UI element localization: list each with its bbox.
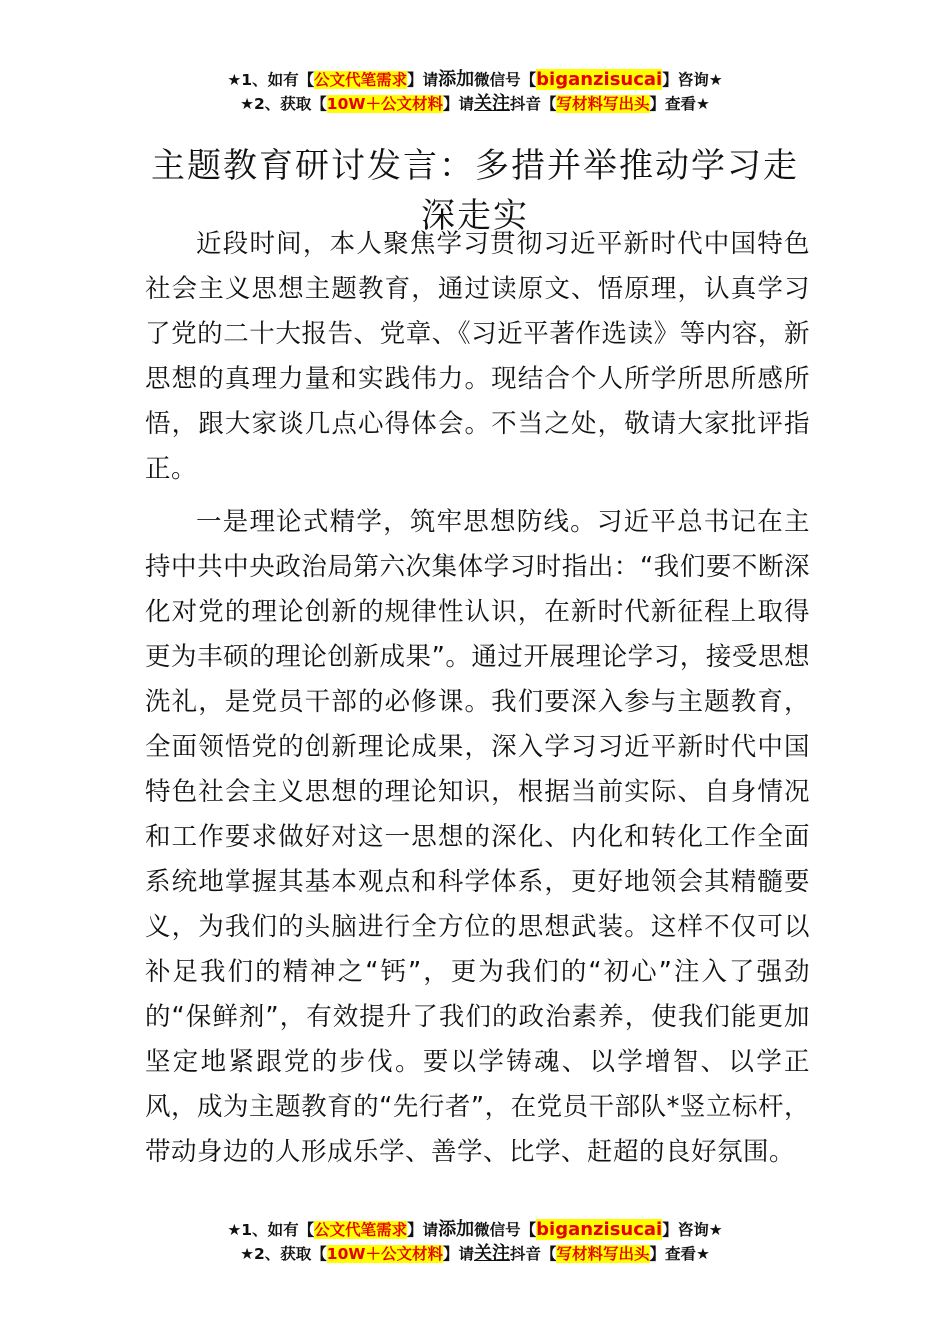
promo-banner-top [0, 68, 950, 116]
promo-text: 】请 [442, 1245, 474, 1263]
promo-douyin-id: 写材料写出头 [556, 95, 650, 113]
promo-line-2 [0, 92, 950, 116]
promo-highlight: 10W＋公文材料 [326, 1245, 443, 1263]
promo-text: 抖音【 [509, 95, 557, 113]
promo-emphasis: 添加 [438, 69, 475, 90]
body-paragraph-2: 一是理论式精学，筑牢思想防线。习近平总书记在主持中共中央政治局第六次集体学习时指出：“我们要不断深化对党的理论创新的规律性认识，在新时代新征程上取得更为丰硕的理论创新成果”。通过开展理论学习，接受思想洗礼，是党员干部的必修课。我们要深入参与主题教育，全面领悟党的创新理论成果，深入学习习近平新时代中国特色社会主义思想的理论知识，根据当前实际、自身情况和工作要求做好对这一思想的深化、内化和转化工作全面系统地掌握其基本观点和科学体系，更好地领会其精髓要义，为我们的头脑进行全方位的思想武装。这样不仅可以补足我们的精神之“钙”，更为我们的“初心”注入了强劲的“保鲜剂”，有效提升了我们的政治素养，使我们能更加坚定地紧跟党的步伐。要以学铸魂、以学增智、以学正风，成为主题教育的“先行者”，在党员干部队*竖立标杆，带动身边的人形成乐学、善学、比学、赶超的良好氛围。 [145, 507, 810, 1167]
promo-wechat-id: biganzisucai [536, 1219, 663, 1240]
document-title: 主题教育研讨发言：多措并举推动学习走深走实 [151, 145, 799, 236]
promo-text: 】请 [407, 71, 439, 89]
promo-text: 】请 [442, 95, 474, 113]
body-paragraph-1: 近段时间，本人聚焦学习贯彻习近平新时代中国特色社会主义思想主题教育，通过读原文、悟原理，认真学习了党的二十大报告、党章、《习近平著作选读》等内容，新思想的真理力量和实践伟力。现结合个人所学所思所感所悟，跟大家谈几点心得体会。不当之处，敬请大家批评指正。 [145, 229, 810, 484]
promo-wechat-id: biganzisucai [536, 69, 663, 90]
promo-text: 】咨询★ [662, 71, 723, 89]
promo-text: 1、如有【 [241, 1221, 315, 1239]
promo-highlight: 公文代笔需求 [314, 71, 408, 89]
promo-line-1 [0, 1218, 950, 1242]
promo-text: 微信号【 [474, 1221, 537, 1239]
star-icon: ★ [227, 71, 242, 89]
promo-text: 】查看★ [649, 95, 710, 113]
promo-text: 2、获取【 [253, 1245, 327, 1263]
promo-text: 】咨询★ [662, 1221, 723, 1239]
promo-text: 】查看★ [649, 1245, 710, 1263]
promo-line-1 [0, 68, 950, 92]
star-icon: ★ [227, 1221, 242, 1239]
promo-text: 抖音【 [509, 1245, 557, 1263]
promo-highlight: 公文代笔需求 [314, 1221, 408, 1239]
star-icon: ★ [240, 95, 254, 113]
promo-douyin-id: 写材料写出头 [556, 1245, 650, 1263]
promo-emphasis: 添加 [438, 1219, 475, 1240]
promo-highlight: 10W＋公文材料 [326, 95, 443, 113]
promo-text: 微信号【 [474, 71, 537, 89]
promo-line-2 [0, 1242, 950, 1266]
promo-text: 2、获取【 [253, 95, 327, 113]
promo-banner-bottom [0, 1218, 950, 1266]
promo-text: 】请 [407, 1221, 439, 1239]
promo-emphasis: 关注 [473, 93, 510, 114]
promo-emphasis: 关注 [473, 1243, 510, 1264]
star-icon: ★ [240, 1245, 254, 1263]
promo-text: 1、如有【 [241, 71, 315, 89]
